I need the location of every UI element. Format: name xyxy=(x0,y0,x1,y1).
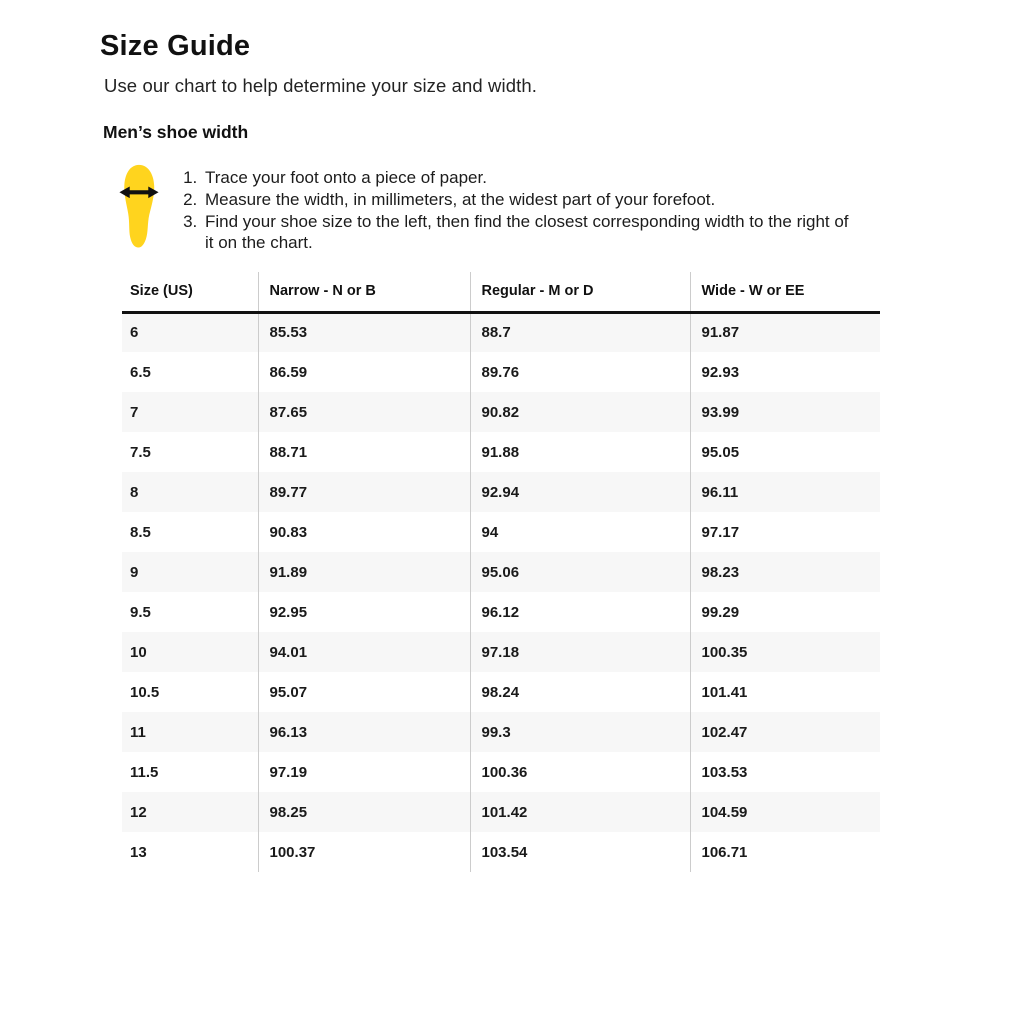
size-cell: 10 xyxy=(130,643,147,661)
wide-width-cell: 103.53 xyxy=(690,752,880,792)
table-row xyxy=(122,472,880,512)
column-header-wide: Wide - W or EE xyxy=(690,272,880,312)
column-header-size-us: Size (US) xyxy=(122,272,258,312)
size-cell: 7 xyxy=(130,403,139,421)
table-row xyxy=(122,752,880,792)
regular-width-cell: 95.06 xyxy=(470,552,690,592)
regular-width-cell: 98.24 xyxy=(470,672,690,712)
table-row xyxy=(122,792,880,832)
size-cell: 9.5 xyxy=(130,603,151,621)
regular-width-cell: 96.12 xyxy=(470,592,690,632)
instruction-step-2: 2. Measure the width, in millimeters, at the widest part of your forefoot. xyxy=(202,189,860,211)
measurement-instructions xyxy=(118,162,1024,254)
table-row xyxy=(122,392,880,432)
size-cell: 13 xyxy=(130,843,147,861)
wide-width-cell: 93.99 xyxy=(690,392,880,432)
narrow-width-cell: 85.53 xyxy=(258,312,470,352)
narrow-width-cell: 92.95 xyxy=(258,592,470,632)
size-cell: 11 xyxy=(130,723,146,741)
page-title: Size Guide xyxy=(100,30,251,62)
table-row xyxy=(122,632,880,672)
size-cell: 11.5 xyxy=(130,763,159,781)
size-width-table xyxy=(122,272,880,872)
table-row xyxy=(122,592,880,632)
narrow-width-cell: 95.07 xyxy=(258,672,470,712)
wide-width-cell: 92.93 xyxy=(690,352,880,392)
size-cell: 7.5 xyxy=(130,443,151,461)
size-cell: 9 xyxy=(130,563,139,581)
regular-width-cell: 92.94 xyxy=(470,472,690,512)
regular-width-cell: 97.18 xyxy=(470,632,690,672)
wide-width-cell: 95.05 xyxy=(690,432,880,472)
regular-width-cell: 89.76 xyxy=(470,352,690,392)
page-subtitle: Use our chart to help determine your size and width. xyxy=(104,75,537,96)
wide-width-cell: 97.17 xyxy=(690,512,880,552)
narrow-width-cell: 86.59 xyxy=(258,352,470,392)
size-cell: 10.5 xyxy=(130,683,160,701)
table-row xyxy=(122,352,880,392)
table-row xyxy=(122,712,880,752)
regular-width-cell: 91.88 xyxy=(470,432,690,472)
regular-width-cell: 90.82 xyxy=(470,392,690,432)
instruction-step-1: 1. Trace your foot onto a piece of paper. xyxy=(202,167,860,189)
size-cell: 6 xyxy=(130,324,139,342)
table-row xyxy=(122,512,880,552)
wide-width-cell: 106.71 xyxy=(690,832,880,872)
instruction-list xyxy=(160,167,860,254)
narrow-width-cell: 96.13 xyxy=(258,712,470,752)
table-row xyxy=(122,552,880,592)
table-header-row xyxy=(122,272,880,312)
section-heading-mens-shoe-width: Men’s shoe width xyxy=(103,122,249,142)
wide-width-cell: 99.29 xyxy=(690,592,880,632)
regular-width-cell: 94 xyxy=(470,512,690,552)
narrow-width-cell: 90.83 xyxy=(258,512,470,552)
size-cell: 12 xyxy=(130,803,147,821)
narrow-width-cell: 100.37 xyxy=(258,832,470,872)
narrow-width-cell: 88.71 xyxy=(258,432,470,472)
regular-width-cell: 101.42 xyxy=(470,792,690,832)
narrow-width-cell: 87.65 xyxy=(258,392,470,432)
regular-width-cell: 88.7 xyxy=(470,312,690,352)
size-cell: 8 xyxy=(130,483,139,501)
wide-width-cell: 102.47 xyxy=(690,712,880,752)
wide-width-cell: 104.59 xyxy=(690,792,880,832)
column-header-narrow: Narrow - N or B xyxy=(258,272,470,312)
narrow-width-cell: 94.01 xyxy=(258,632,470,672)
narrow-width-cell: 97.19 xyxy=(258,752,470,792)
narrow-width-cell: 89.77 xyxy=(258,472,470,512)
narrow-width-cell: 91.89 xyxy=(258,552,470,592)
instruction-step-3: 3. Find your shoe size to the left, then find the closest corresponding width to the right of it on the chart. xyxy=(202,211,860,255)
size-cell: 8.5 xyxy=(130,523,151,541)
table-row xyxy=(122,832,880,872)
foot-width-icon xyxy=(118,162,160,250)
wide-width-cell: 91.87 xyxy=(690,312,880,352)
wide-width-cell: 101.41 xyxy=(690,672,880,712)
narrow-width-cell: 98.25 xyxy=(258,792,470,832)
size-cell: 6.5 xyxy=(130,363,151,381)
wide-width-cell: 96.11 xyxy=(690,472,880,512)
regular-width-cell: 103.54 xyxy=(470,832,690,872)
regular-width-cell: 99.3 xyxy=(470,712,690,752)
table-row xyxy=(122,312,880,352)
regular-width-cell: 100.36 xyxy=(470,752,690,792)
wide-width-cell: 98.23 xyxy=(690,552,880,592)
wide-width-cell: 100.35 xyxy=(690,632,880,672)
table-row xyxy=(122,432,880,472)
column-header-regular: Regular - M or D xyxy=(470,272,690,312)
table-row xyxy=(122,672,880,712)
